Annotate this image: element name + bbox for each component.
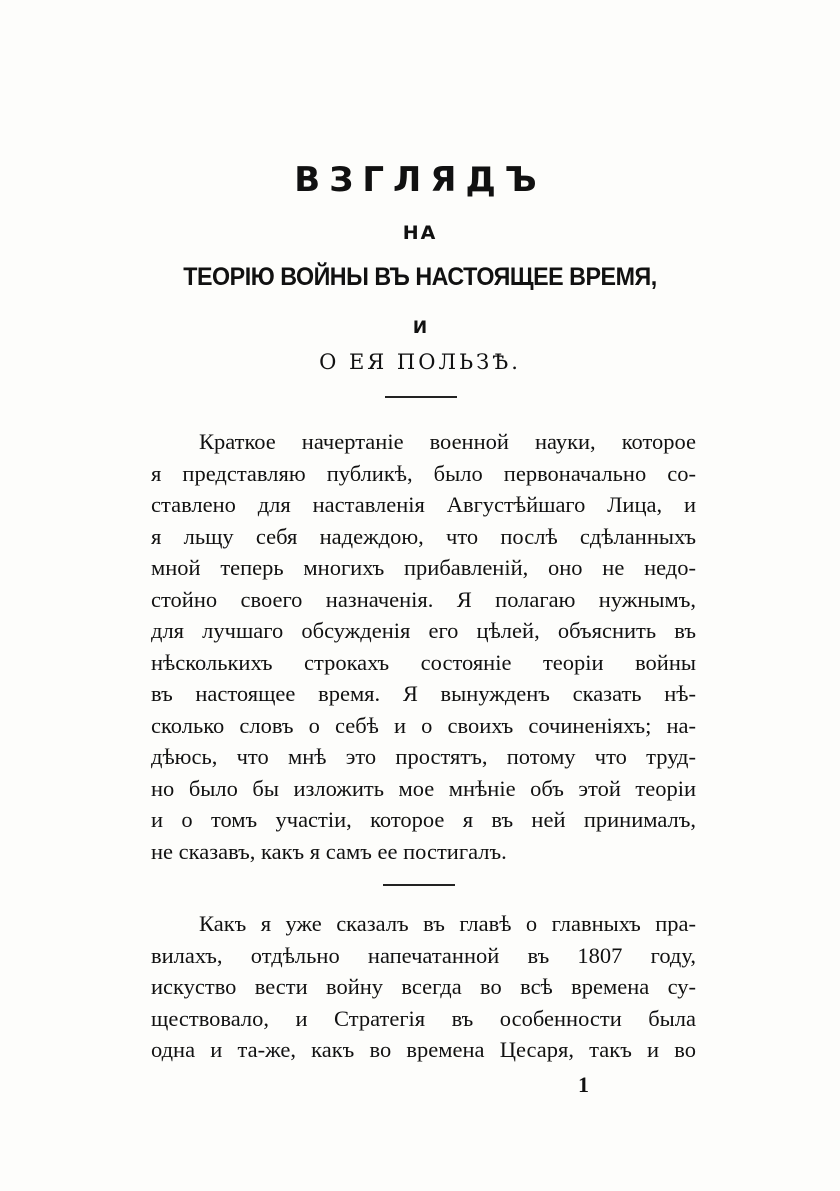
text-line: стойно своего назначенія. Я полагаю нужнымъ,: [151, 586, 696, 612]
text-line: ставлено для наставленія Августѣйшаго Лица, и: [151, 492, 696, 517]
text-line: но было бы изложить мое мнѣніе объ этой теоріи: [151, 775, 696, 801]
text-line: искуство вести войну всегда во всѣ времена су-: [151, 974, 696, 999]
section-divider: [383, 884, 455, 886]
text-line: для лучшаго обсужденія его цѣлей, объяснить въ: [151, 618, 696, 643]
text-line: Какъ я уже сказалъ въ главѣ о главныхъ пра-: [199, 911, 696, 936]
text-line: мной теперь многихъ прибавленій, оно не недо-: [151, 555, 696, 580]
text-line: въ настоящее время. Я вынужденъ сказать нѣ-: [151, 681, 696, 706]
paragraph-intro: [151, 426, 696, 867]
title-divider: [385, 396, 457, 398]
text-line: я представляю публикѣ, было первоначально со-: [151, 460, 696, 486]
title-preposition: НА: [402, 222, 438, 244]
text-line: вилахъ, отдѣльно напечатанной въ 1807 году,: [151, 942, 696, 968]
text-line: не сказавъ, какъ я самъ ее постигалъ.: [151, 838, 507, 864]
text-line: сколько словъ о себѣ и о своихъ сочиненіяхъ; на-: [151, 712, 696, 738]
page-title: ВЗГЛЯДЪ: [294, 160, 546, 200]
title-conjunction: И: [412, 318, 428, 338]
page-subtitle-second: О ЕЯ ПОЛЬЗѢ.: [319, 350, 521, 374]
text-line: ществовало, и Стратегія въ особенности была: [151, 1005, 696, 1031]
page-number: 1: [578, 1072, 589, 1097]
text-line: Краткое начертаніе военной науки, которое: [199, 429, 696, 454]
text-line: я льщу себя надеждою, что послѣ сдѣланныхъ: [151, 523, 696, 549]
text-line: и о томъ участіи, которое я въ ней принималъ,: [151, 807, 696, 832]
text-line: дѣюсь, что мнѣ это простятъ, потому что труд-: [151, 744, 696, 769]
text-line: нѣсколькихъ строкахъ состояніе теоріи войны: [151, 649, 696, 675]
text-line: одна и та-же, какъ во времена Цесаря, такъ и во: [151, 1037, 696, 1062]
paragraph-main: [151, 908, 696, 1066]
page-subtitle: ТЕОРІЮ ВОЙНЫ ВЪ НАСТОЯЩЕЕ ВРЕМЯ,: [183, 263, 657, 291]
